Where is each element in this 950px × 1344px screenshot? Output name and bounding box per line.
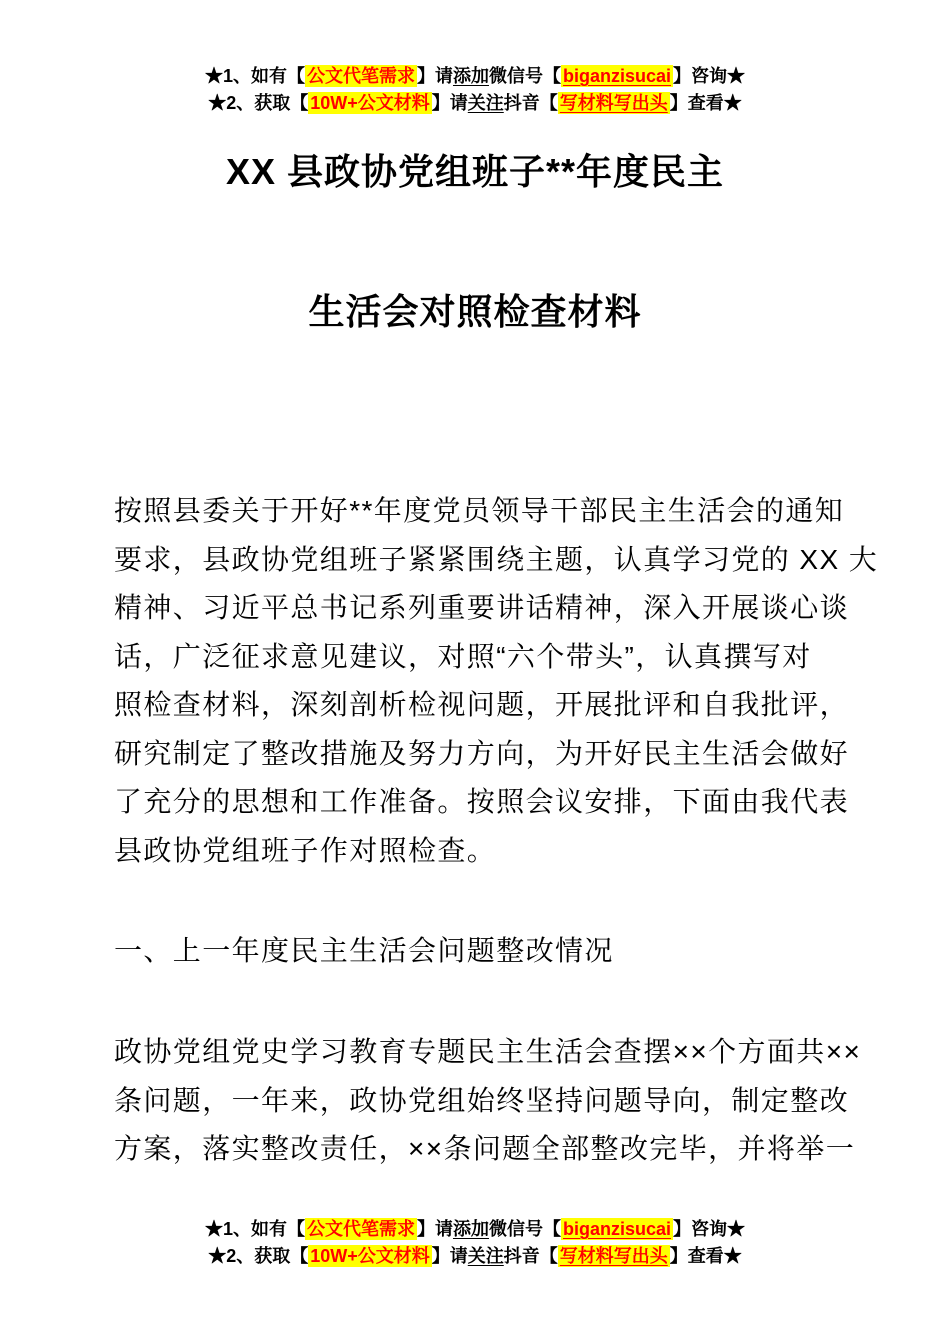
- highlighted-text: 10W+公文材料: [310, 93, 430, 113]
- promo-text: ★1、如有【: [204, 66, 305, 86]
- promo-text: 】请: [431, 1246, 468, 1266]
- promo-text: 】查看★: [669, 1246, 742, 1266]
- text-line: 方案，落实整改责任，××条问题全部整改完毕，并将举一: [114, 1133, 856, 1164]
- promo-text: ★2、获取【: [208, 1246, 309, 1266]
- highlighted-text: 公文代笔需求: [306, 66, 415, 86]
- text-line: 按照县委关于开好**年度党员领导干部民主生活会的通知: [114, 495, 845, 526]
- text-line: 了充分的思想和工作准备。按照会议安排，下面由我代表: [114, 786, 850, 817]
- underlined-text: 添加: [452, 1219, 489, 1239]
- promo-text: 抖音【: [503, 1246, 558, 1266]
- promo-text: 】咨询★: [673, 1219, 746, 1239]
- document-title-line-2: 生活会对照检查材料: [308, 291, 642, 332]
- promo-text: 微信号【: [488, 1219, 561, 1239]
- paragraph-intro: [114, 487, 879, 875]
- promo-banner-top: [0, 63, 950, 117]
- text-line: 要求，县政协党组班子紧紧围绕主题，认真学习党的 XX 大: [114, 543, 879, 575]
- highlighted-underlined-text: biganzisucai: [562, 66, 672, 86]
- text-line: 话，广泛征求意见建议，对照“六个带头”，认真撰写对: [114, 640, 812, 672]
- text-line: 政协党组党史学习教育专题民主生活会查摆××个方面共××: [114, 1036, 862, 1067]
- document-title-line-1: XX 县政协党组班子**年度民主: [225, 151, 725, 192]
- section-heading-1: [114, 927, 838, 976]
- promo-text: 】查看★: [669, 93, 742, 113]
- text-line: 照检查材料，深刻剖析检视问题，开展批评和自我批评，: [114, 689, 850, 720]
- promo-text: ★2、获取【: [208, 93, 309, 113]
- promo-text: 】请: [416, 1219, 453, 1239]
- underlined-text: 关注: [467, 93, 504, 113]
- text-line: 研究制定了整改措施及努力方向，为开好民主生活会做好: [114, 737, 850, 769]
- promo-text: 】请: [431, 93, 468, 113]
- promo-line: [0, 1216, 950, 1243]
- promo-text: ★1、如有【: [204, 1219, 305, 1239]
- promo-line: [0, 90, 950, 117]
- promo-text: 】咨询★: [673, 66, 746, 86]
- highlighted-text: 公文代笔需求: [306, 1219, 415, 1239]
- paragraph-rectification: [114, 1028, 862, 1174]
- highlighted-underlined-text: biganzisucai: [562, 1219, 672, 1239]
- promo-text: 抖音【: [503, 93, 558, 113]
- promo-line: [0, 1243, 950, 1270]
- underlined-text: 添加: [452, 66, 489, 86]
- promo-text: 】请: [416, 66, 453, 86]
- highlighted-underlined-text: 写材料写出头: [559, 93, 668, 113]
- text-line: 县政协党组班子作对照检查。: [114, 834, 497, 866]
- text-line: 条问题，一年来，政协党组始终坚持问题导向，制定整改: [114, 1084, 850, 1116]
- highlighted-underlined-text: 写材料写出头: [559, 1246, 668, 1266]
- promo-line: [0, 63, 950, 90]
- underlined-text: 关注: [467, 1246, 504, 1266]
- promo-text: 微信号【: [488, 66, 561, 86]
- text-line: 精神、习近平总书记系列重要讲话精神，深入开展谈心谈: [114, 592, 850, 623]
- highlighted-text: 10W+公文材料: [310, 1246, 430, 1266]
- promo-banner-bottom: [0, 1216, 950, 1270]
- section-heading-1-text: 一、上一年度民主生活会问题整改情况: [114, 935, 614, 966]
